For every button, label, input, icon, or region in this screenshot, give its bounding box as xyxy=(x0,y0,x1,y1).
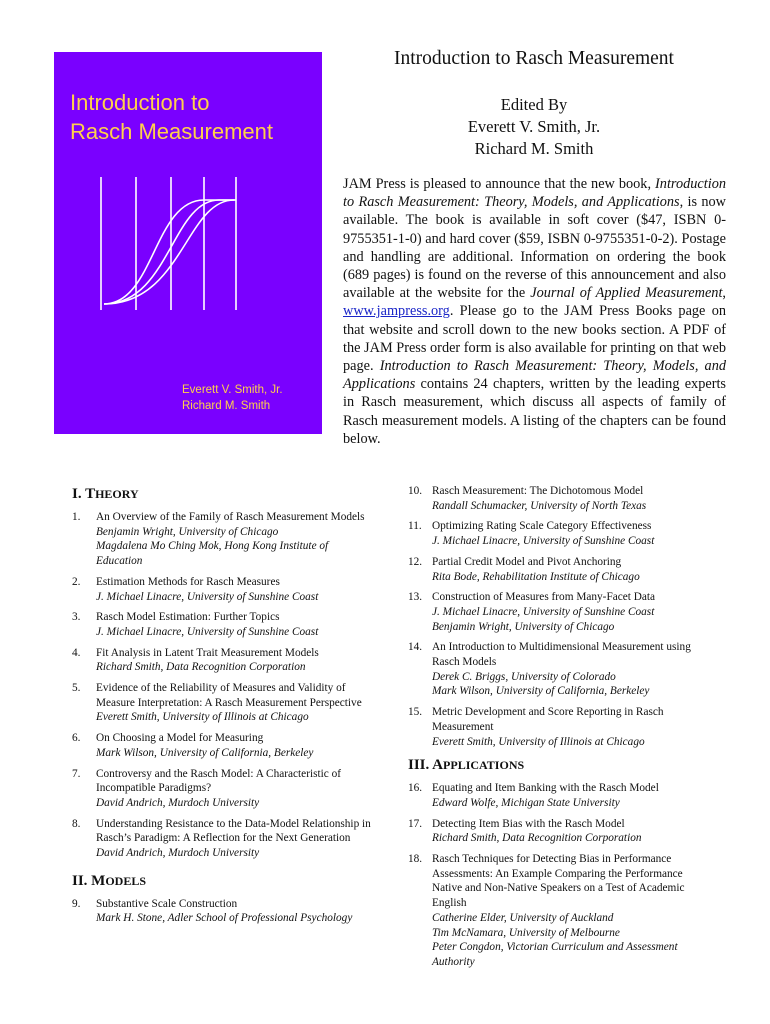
chapter-title: On Choosing a Model for Measuring xyxy=(96,732,264,745)
chapter-author: J. Michael Linacre, University of Sunshine Coast xyxy=(96,590,319,603)
chapter-title: Rasch Techniques for Detecting Bias in Performance Assessments: An Example Comparing the Performance Native and Non-Native Speakers on a Test of Academic English xyxy=(432,853,685,910)
chapter-list-right xyxy=(408,484,708,976)
chapter-title: Fit Analysis in Latent Trait Measurement Models xyxy=(96,646,319,659)
edited-by-label: Edited By xyxy=(500,95,568,114)
chapter-number: 8. xyxy=(72,817,81,830)
chapter-author: J. Michael Linacre, University of Sunshine Coast xyxy=(432,535,655,548)
chapter-title: Equating and Item Banking with the Rasch Model xyxy=(432,782,659,795)
chapter-number: 18. xyxy=(408,853,423,866)
cover-authors xyxy=(182,382,322,414)
chapter-entry xyxy=(408,781,708,810)
chapter-entry xyxy=(408,705,708,749)
chapter-author: Randall Schumacker, University of North Texas xyxy=(432,499,647,512)
chapter-number: 13. xyxy=(408,591,423,604)
chapter-author: Richard Smith, Data Recognition Corporation xyxy=(432,832,642,845)
chapter-author: Mark Wilson, University of California, Berkeley xyxy=(432,685,650,698)
website-link[interactable]: www.jampress.org xyxy=(343,303,450,320)
chapter-number: 9. xyxy=(72,897,81,910)
section-heading-models: II. MODELS xyxy=(72,872,147,889)
chapter-entry xyxy=(72,731,372,760)
chapter-author: Rita Bode, Rehabilitation Institute of Chicago xyxy=(432,570,640,583)
chapter-number: 5. xyxy=(72,682,81,695)
section-heading-applications: III. APPLICATIONS xyxy=(408,757,525,774)
chapter-entry xyxy=(408,852,708,970)
chapter-entry xyxy=(72,767,372,811)
chapter-entry xyxy=(408,484,708,513)
chapter-entry xyxy=(72,817,372,861)
chapter-number: 4. xyxy=(72,646,81,659)
chapter-title: Understanding Resistance to the Data-Model Relationship in Rasch’s Paradigm: A Reflection for the Next Generation xyxy=(96,817,371,845)
chapter-entry xyxy=(72,575,372,604)
chapter-title: Substantive Scale Construction xyxy=(96,897,238,910)
chapter-author: J. Michael Linacre, University of Sunshine Coast xyxy=(432,605,655,618)
chapter-author: Everett Smith, University of Illinois at Chicago xyxy=(96,711,309,724)
chapter-title: Construction of Measures from Many-Facet Data xyxy=(432,591,656,604)
chapter-entry xyxy=(408,640,708,699)
chapter-entry xyxy=(72,681,372,725)
chapter-title: Estimation Methods for Rasch Measures xyxy=(96,575,280,588)
chapter-title: Detecting Item Bias with the Rasch Model xyxy=(432,817,625,830)
chapter-entry xyxy=(408,590,708,634)
chapter-number: 1. xyxy=(72,511,81,523)
chapter-number: 2. xyxy=(72,575,81,588)
intro-text: , is now available. The book is available in soft cover ($47, ISBN 0-9755351-1-0) and hard cover ($59, ISBN 0-9755351-0-2). Postage and handling are additional. Information on ordering the book (689 pages) is found on the reverse of this announcement and also available at the website for the xyxy=(343,194,726,302)
book-title-italic: Introduction to Rasch Measurement: Theory, Models, and Applications xyxy=(343,358,726,393)
chapter-title: Metric Development and Score Reporting in Rasch Measurement xyxy=(432,706,664,733)
chapter-author: Magdalena Mo Ching Mok, Hong Kong Institute of Education xyxy=(96,540,329,568)
chapter-author: Derek C. Briggs, University of Colorado xyxy=(432,670,616,683)
chapter-entry xyxy=(72,510,372,569)
chapter-number: 3. xyxy=(72,611,81,624)
chapter-title: Partial Credit Model and Pivot Anchoring xyxy=(432,555,622,568)
chapter-author: Tim McNamara, University of Melbourne xyxy=(432,926,620,939)
chapter-entry xyxy=(72,610,372,639)
intro-text: , xyxy=(722,285,726,302)
chapter-number: 6. xyxy=(72,732,81,745)
chapter-author: David Andrich, Murdoch University xyxy=(96,847,260,860)
chapter-author: Benjamin Wright, University of Chicago xyxy=(96,525,279,538)
cover-title: Introduction to Rasch Measurement xyxy=(70,90,273,144)
chapter-number: 15. xyxy=(408,706,423,719)
chapter-entry xyxy=(408,519,708,548)
announcement-paragraph xyxy=(343,175,726,448)
chapter-title: An Introduction to Multidimensional Measurement using Rasch Models xyxy=(432,641,691,669)
chapter-author: Edward Wolfe, Michigan State University xyxy=(432,796,620,809)
chapter-number: 14. xyxy=(408,641,423,654)
book-title-italic: Introduction to Rasch Measurement: Theory, Models, and Applications xyxy=(343,176,726,211)
chapter-author: Mark Wilson, University of California, Berkeley xyxy=(96,746,314,759)
chapter-number: 7. xyxy=(72,767,81,780)
cover-author: Richard M. Smith xyxy=(182,400,271,412)
book-cover xyxy=(54,52,322,434)
chapter-author: Benjamin Wright, University of Chicago xyxy=(432,620,615,633)
chapter-title: Rasch Measurement: The Dichotomous Model xyxy=(432,485,644,497)
chapter-list xyxy=(72,510,372,926)
chapter-title: An Overview of the Family of Rasch Measurement Models xyxy=(96,511,365,523)
cover-author: Everett V. Smith, Jr. xyxy=(182,384,283,396)
chapter-number: 10. xyxy=(408,485,423,497)
section-heading-theory: I. THEORY xyxy=(72,486,139,502)
editors-block xyxy=(342,94,726,160)
chapter-title: Optimizing Rating Scale Category Effectiveness xyxy=(432,520,652,533)
chapter-author: Richard Smith, Data Recognition Corporation xyxy=(96,661,306,674)
chapter-title: Controversy and the Rasch Model: A Characteristic of Incompatible Paradigms? xyxy=(96,767,342,795)
chapter-title: Evidence of the Reliability of Measures and Validity of Measure Interpretation: A Rasch Measurement Perspective xyxy=(96,682,362,709)
chapter-number: 12. xyxy=(408,555,423,568)
chapter-author: Everett Smith, University of Illinois at Chicago xyxy=(432,735,645,748)
intro-text: . Please go to the JAM Press Books page on that website and scroll down to the new books section. A PDF of the JAM Press order form is also available for printing on that web page. xyxy=(343,303,726,375)
chapter-list xyxy=(408,484,708,970)
chapter-entry xyxy=(408,555,708,584)
editor-name: Richard M. Smith xyxy=(474,139,594,158)
chapter-entry xyxy=(72,897,372,926)
chapter-entry xyxy=(408,817,708,846)
chapter-author: David Andrich, Murdoch University xyxy=(96,796,260,809)
chapter-number: 17. xyxy=(408,817,423,830)
chapter-entry xyxy=(72,646,372,675)
journal-title-italic: Journal of Applied Measurement xyxy=(530,285,723,302)
chapter-number: 16. xyxy=(408,782,423,795)
curve-line xyxy=(104,200,236,304)
chapter-author: Catherine Elder, University of Auckland xyxy=(432,911,614,924)
chapter-author: Peter Congdon, Victorian Curriculum and Assessment Authority xyxy=(432,941,678,968)
chapter-author: J. Michael Linacre, University of Sunshine Coast xyxy=(96,625,319,638)
chapter-author: Mark H. Stone, Adler School of Professional Psychology xyxy=(96,912,353,925)
intro-text: contains 24 chapters, written by the leading experts in Rasch measurement, which discuss all aspects of family of Rasch measurement models. A listing of the chapters can be found below. xyxy=(343,376,726,447)
curve-line xyxy=(104,200,236,304)
announcement-title: Introduction to Rasch Measurement xyxy=(394,48,674,69)
chapter-title: Rasch Model Estimation: Further Topics xyxy=(96,611,280,624)
chapter-list-left xyxy=(72,484,372,932)
editor-name: Everett V. Smith, Jr. xyxy=(467,117,601,136)
intro-text: JAM Press is pleased to announce that the new book, xyxy=(343,176,656,192)
chapter-number: 11. xyxy=(408,520,422,533)
